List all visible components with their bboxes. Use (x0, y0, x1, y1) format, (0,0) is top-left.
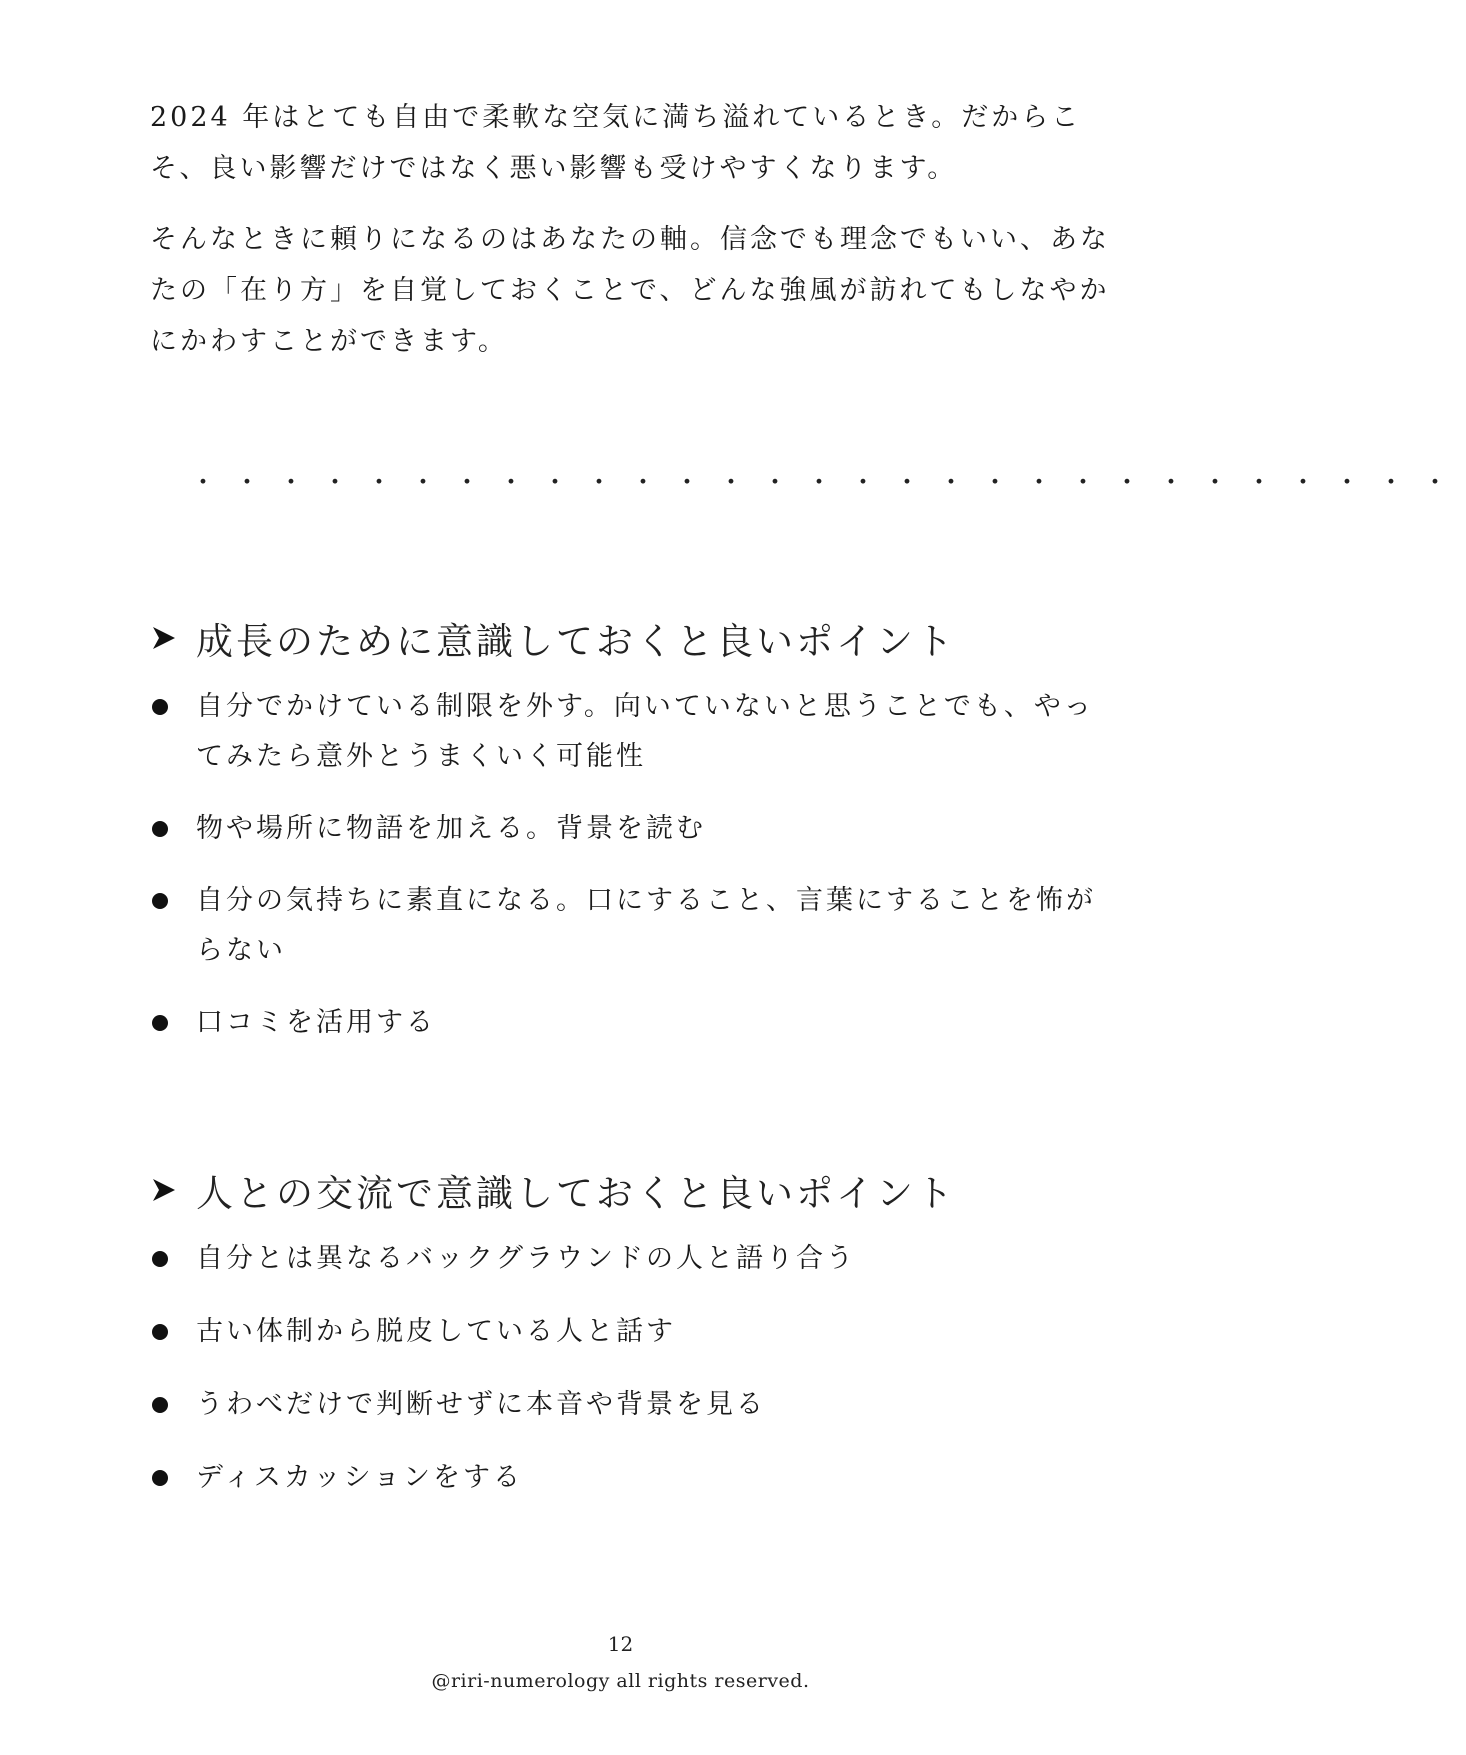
bullet-dot-icon (152, 1015, 168, 1031)
intro-text (150, 92, 1110, 387)
page-number: 12 (607, 1632, 634, 1656)
bullet-list (150, 1234, 1100, 1503)
list-item-text: ディスカッションをする (196, 1462, 524, 1493)
list-item (150, 1453, 1100, 1503)
bullet-dot-icon (152, 1397, 168, 1413)
section-title: 成長のために意識しておくと良いポイント (196, 620, 956, 663)
list-item (150, 1234, 1100, 1284)
list-item-text: 古い体制から脱皮している人と話す (196, 1316, 676, 1347)
list-item (150, 1380, 1100, 1430)
list-item (150, 804, 1100, 854)
list-item (150, 998, 1100, 1048)
section-title: 人との交流で意識しておくと良いポイント (196, 1172, 956, 1215)
copyright-notice: @riri-numerology all rights reserved. (431, 1670, 810, 1692)
section-heading (150, 608, 1100, 668)
bullet-list (150, 682, 1100, 1048)
text-line: 2024 年はとても自由で柔軟な空気に満ち溢れているとき。だからこ (150, 102, 1082, 133)
intro-paragraph-1 (150, 92, 1100, 194)
list-item-text: 自分の気持ちに素直になる。口にすること、言葉にすることを怖が (196, 885, 1096, 916)
list-item-text: 物や場所に物語を加える。背景を読む (196, 813, 706, 844)
arrowhead-bullet-icon (150, 1176, 178, 1204)
list-item-text: 自分でかけている制限を外す。向いていないと思うことでも、やっ (196, 691, 1094, 722)
text-line: そんなときに頼りになるのはあなたの軸。信念でも理念でもいい、あな (150, 224, 1110, 255)
bullet-dot-icon (152, 1251, 168, 1267)
text-line: たの「在り方」を自覚しておくことで、どんな強風が訪れてもしなやか (150, 275, 1110, 306)
bullet-dot-icon (152, 1324, 168, 1340)
text-line: にかわすことができます。 (150, 326, 508, 357)
list-item-text: らない (196, 935, 286, 966)
text-line: そ、良い影響だけではなく悪い影響も受けやすくなります。 (150, 153, 958, 184)
section-interaction-points (150, 1160, 1100, 1503)
list-item (150, 876, 1100, 976)
intro-paragraph-2 (150, 214, 1110, 367)
dotted-separator: ・・・・・・・・・・・・・・・・・・・・・・・・・・・・・ (190, 468, 1466, 498)
list-item-text: うわべだけで判断せずに本音や背景を見る (196, 1389, 766, 1420)
bullet-dot-icon (152, 821, 168, 837)
bullet-dot-icon (152, 699, 168, 715)
list-item-text: 口コミを活用する (196, 1007, 436, 1038)
bullet-dot-icon (152, 893, 168, 909)
bullet-dot-icon (152, 1470, 168, 1486)
section-growth-points (150, 608, 1100, 1048)
list-item-text: 自分とは異なるバックグラウンドの人と語り合う (196, 1243, 856, 1274)
list-item (150, 1307, 1100, 1357)
list-item-text: てみたら意外とうまくいく可能性 (196, 741, 646, 772)
section-heading (150, 1160, 1100, 1220)
arrowhead-bullet-icon (150, 624, 178, 652)
list-item (150, 682, 1100, 782)
